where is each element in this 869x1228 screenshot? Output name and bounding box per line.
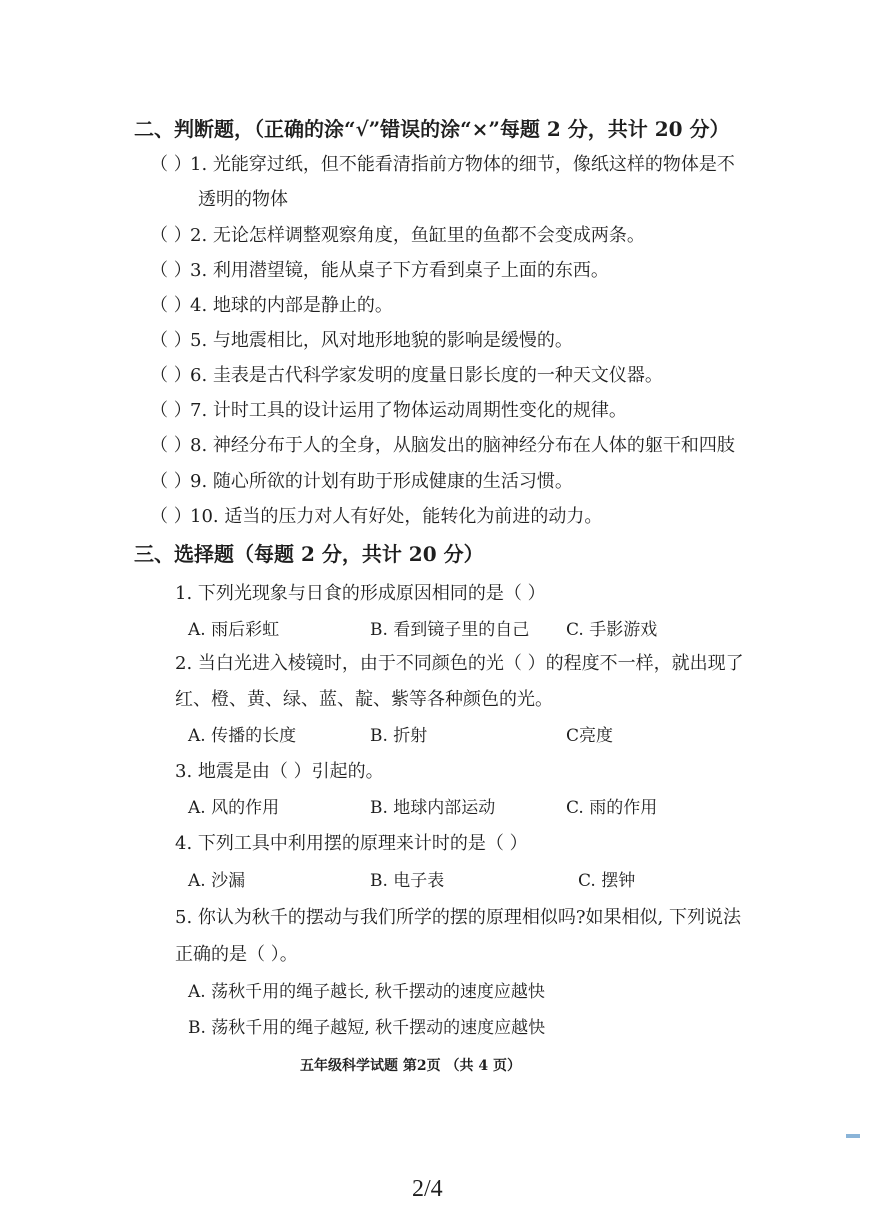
judgment-item-5 <box>150 329 573 353</box>
choice-question-3: 3. 地震是由（ ）引起的。 <box>175 761 384 782</box>
choice-question-5: 5. 你认为秋千的摆动与我们所学的摆的原理相似吗?如果相似, 下列说法 <box>175 907 741 928</box>
question-text: 2. 无论怎样调整观察角度，鱼缸里的鱼都不会变成两条。 <box>190 225 645 246</box>
answer-paren[interactable]: （ ） <box>150 506 192 527</box>
answer-paren[interactable]: （ ） <box>150 154 192 175</box>
judgment-item-10 <box>150 505 602 529</box>
q3-option-c[interactable]: C. 雨的作用 <box>566 798 658 818</box>
q5-option-b[interactable]: B. 荡秋千用的绳子越短, 秋千摆动的速度应越快 <box>188 1018 546 1038</box>
question-text: 5. 与地震相比，风对地形地貌的影响是缓慢的。 <box>190 330 573 351</box>
choice-question-2-continued: 红、橙、黄、绿、蓝、靛、紫等各种颜色的光。 <box>175 689 553 710</box>
judgment-item-2 <box>150 224 645 248</box>
choice-question-4: 4. 下列工具中利用摆的原理来计时的是（ ） <box>175 833 528 854</box>
q3-option-b[interactable]: B. 地球内部运动 <box>370 798 496 818</box>
judgment-item-1-continued: 透明的物体 <box>198 189 288 210</box>
answer-paren[interactable]: （ ） <box>150 295 192 316</box>
question-text: 8. 神经分布于人的全身，从脑发出的脑神经分布在人体的躯干和四肢 <box>190 435 735 456</box>
q3-option-a[interactable]: A. 风的作用 <box>188 798 280 818</box>
judgment-item-6 <box>150 364 663 388</box>
judgment-item-3 <box>150 259 609 283</box>
page-footer: 五年级科学试题 第2页 （共 4 页） <box>300 1058 521 1074</box>
answer-paren[interactable]: （ ） <box>150 260 192 281</box>
answer-paren[interactable]: （ ） <box>150 400 192 421</box>
question-text: 4. 地球的内部是静止的。 <box>190 295 393 316</box>
answer-paren[interactable]: （ ） <box>150 225 192 246</box>
q1-option-c[interactable]: C. 手影游戏 <box>566 620 658 640</box>
question-text: 3. 利用潜望镜，能从桌子下方看到桌子上面的东西。 <box>190 260 609 281</box>
question-text: 9. 随心所欲的计划有助于形成健康的生活习惯。 <box>190 471 573 492</box>
judgment-item-8 <box>150 434 735 458</box>
answer-paren[interactable]: （ ） <box>150 471 192 492</box>
answer-paren[interactable]: （ ） <box>150 365 192 386</box>
q4-option-a[interactable]: A. 沙漏 <box>188 871 246 891</box>
q2-option-a[interactable]: A. 传播的长度 <box>188 726 297 746</box>
question-text: 1. 光能穿过纸，但不能看清指前方物体的细节，像纸这样的物体是不 <box>190 154 735 175</box>
judgment-item-7 <box>150 399 627 423</box>
q2-option-b[interactable]: B. 折射 <box>370 726 428 746</box>
q1-option-b[interactable]: B. 看到镜子里的自己 <box>370 620 530 640</box>
choice-question-2: 2. 当白光进入棱镜时，由于不同颜色的光（ ）的程度不一样，就出现了 <box>175 653 744 674</box>
answer-paren[interactable]: （ ） <box>150 435 192 456</box>
choice-question-1: 1. 下列光现象与日食的形成原因相同的是（ ） <box>175 583 546 604</box>
question-text: 10. 适当的压力对人有好处，能转化为前进的动力。 <box>190 506 603 527</box>
scan-mark <box>846 1134 860 1138</box>
q5-option-a[interactable]: A. 荡秋千用的绳子越长, 秋千摆动的速度应越快 <box>188 982 545 1002</box>
choice-question-5-continued: 正确的是（ ）。 <box>175 944 298 965</box>
question-text: 6. 圭表是古代科学家发明的度量日影长度的一种天文仪器。 <box>190 365 663 386</box>
q4-option-c[interactable]: C. 摆钟 <box>578 871 636 891</box>
section2-heading: 二、判断题，（正确的涂“√”错误的涂“×”每题 2 分，共计 20 分） <box>134 117 730 141</box>
q4-option-b[interactable]: B. 电子表 <box>370 871 445 891</box>
judgment-item-9 <box>150 470 573 494</box>
page-number: 2/4 <box>412 1176 443 1202</box>
section3-heading: 三、选择题（每题 2 分，共计 20 分） <box>134 542 484 566</box>
answer-paren[interactable]: （ ） <box>150 330 192 351</box>
judgment-item-4 <box>150 294 393 318</box>
q1-option-a[interactable]: A. 雨后彩虹 <box>188 620 280 640</box>
question-text: 7. 计时工具的设计运用了物体运动周期性变化的规律。 <box>190 400 627 421</box>
judgment-item-1 <box>150 153 735 177</box>
q2-option-c[interactable]: C亮度 <box>566 726 614 746</box>
